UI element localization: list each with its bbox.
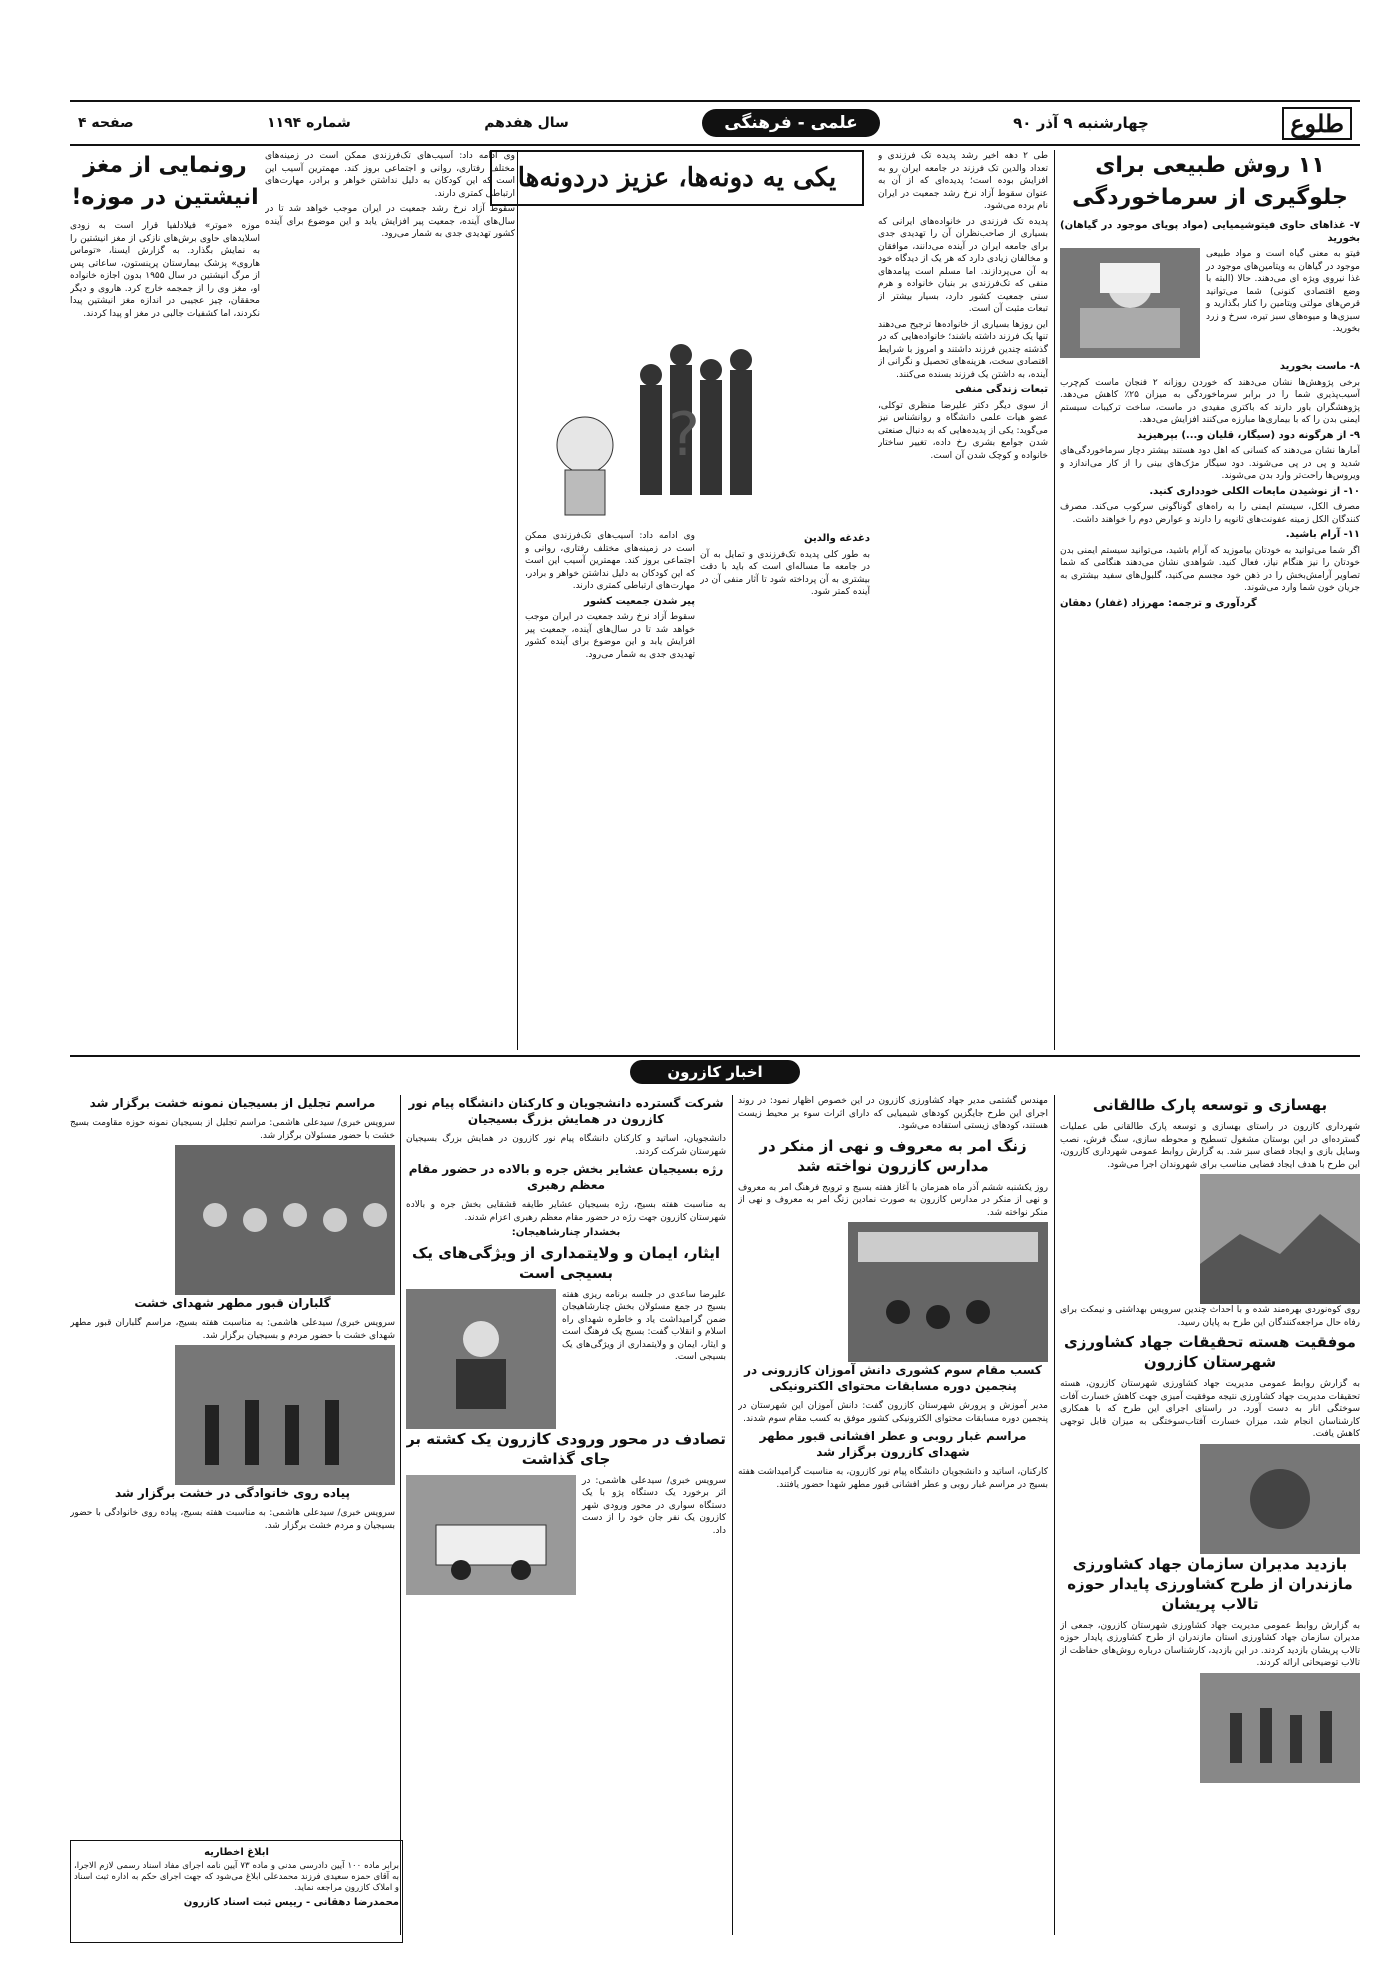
column-rule: [1054, 1095, 1055, 1935]
child-sub-1: تبعات زندگی منفی: [954, 384, 1048, 395]
child-body-1: طی ۲ دهه اخیر رشد پدیده تک فرزندی و تعداد والدین تک فرزند در جامعه ایران رو به افزایش بوده است؛ پدیده‌ای که از آن به عنوان سقوط آزاد نرخ رشد جمعیت در ایران نام برده می‌شود.: [878, 151, 1048, 211]
agri-title: موفقیت هسته تحقیقات جهاد کشاورزی شهرستان کازرون: [1064, 1333, 1356, 1371]
column-rule: [732, 1095, 733, 1935]
newspaper-logo: طلوع: [1282, 107, 1352, 140]
e-content-body: مدیر آموزش و پرورش شهرستان کازرون گفت: دانش آموزان این شهرستان در پنجمین دوره مسابقات محتوای الکترونیکی کشور موفق به کسب مقام سوم شدند.: [738, 1401, 1048, 1424]
agri-body: به گزارش روابط عمومی مدیریت جهاد کشاورزی شهرستان کازرون، هسته تحقیقات مدیریت جهاد کشاورزی نتیجه موفقیت آمیزی جهت کاهش خسارت آفات سوختگی انار به دست آورد. در راستای اجرای این طرح که با همکاری کارشناسان انجام شد، میزان خسارت آفتاب‌سوختگی به میزان قابل توجهی کاهش یافت.: [1060, 1379, 1360, 1439]
agri-photo: [1200, 1444, 1360, 1554]
mazandaran-title: بازدید مدیران سازمان جهاد کشاورزی مازندران از طرح کشاورزی پایدار حوزه تالاب پریشان: [1067, 1554, 1353, 1613]
child-sub-3: پیر شدن جمعیت کشور: [584, 595, 695, 607]
quote-photo: [406, 1289, 556, 1429]
mraasem-title: مراسم تجلیل از بسیجیان نمونه خشت برگزار شد: [89, 1096, 376, 1110]
child-col-4: [265, 150, 515, 1050]
legal-notice: [70, 1840, 403, 1943]
cold-article: [1060, 150, 1360, 1050]
einstein-title: رونمایی از مغز انیشتین در موزه!: [71, 153, 259, 210]
newspaper-page: [70, 100, 1360, 1940]
amr-title: زنگ امر به معروف و نهی از منکر در مدارس کازرون نواخته شد: [759, 1136, 1027, 1175]
child-body-7: سقوط آزاد نرخ رشد جمعیت در ایران موجب خواهد شد تا در سال‌های آینده، جمعیت پیر افزایش یابد و این موضوع برای آینده کشور تهدیدی جدی به شمار می‌رود.: [525, 612, 695, 660]
crash-title: تصادف در محور ورودی کازرون یک کشته بر جای گذاشت: [406, 1429, 726, 1468]
quote-lead: بخشدار چنارشاهیجان:: [511, 1227, 621, 1238]
cold-subtitle: ۷- غذاهای حاوی فیتوشیمیایی (مواد پویای موجود در گیاهان) بخورید: [1060, 220, 1360, 244]
park-body-2: روی کوه‌نوردی بهره‌مند شده و با احداث چندین سرویس بهداشتی و نیمکت برای رفاه حال مراجعه‌کنندگان این طرح به پایان رسید.: [1060, 1305, 1360, 1328]
park-body: شهرداری کازرون در راستای بهسازی و توسعه پارک طالقانی طی عملیات گسترده‌ای در این بوستان مشغول تسطیح و محوطه سازی، سنگ فرش، نصب وسایل بازی و ایجاد فضای سبز شد. به گزارش روابط عمومی شهرداری کازرون، این طرح با هدف ایجاد فضایی مناسب برای شهروندان اجرا می‌شود.: [1060, 1122, 1360, 1170]
child-col-2: [700, 530, 870, 1050]
kazerun-news-band: اخبار کازرون: [630, 1060, 800, 1084]
tomb-body: کارکنان، اساتید و دانشجویان دانشگاه پیام نور کازرون، به مناسبت گرامیداشت هفته بسیج در مراسم غبار روبی و عطر افشانی قبور مطهر شهدا حضور یافتند.: [738, 1467, 1048, 1490]
notice-body: برابر ماده ۱۰۰ آیین دادرسی مدنی و ماده ۷۳ آیین نامه اجرای مفاد اسناد رسمی لازم الاجرا، به آقای حمزه سعیدی فرزند محمدعلی ابلاغ می‌شود که جهت اجرای حکم به اداره ثبت اسناد و املاک کازرون مراجعه نماید.: [74, 1861, 400, 1893]
rally-title: رژه بسیجیان عشایر بخش جره و بالاده در حضور مقام معظم رهبری: [408, 1162, 724, 1192]
issue-number: شماره ۱۱۹۴: [267, 115, 351, 131]
e-content-title: کسب مقام سوم کشوری دانش آموزان کازرونی در پنجمین دوره مسابقات محتوای الکترونیکی: [744, 1363, 1042, 1393]
child-body-4: از سوی دیگر دکتر علیرضا منظری توکلی، عضو هیات علمی دانشگاه و روانشناس نیز می‌گوید: یکی از پدیده‌هایی که به دنبال صنعتی شدن جوامع بشری رخ داده، تغییر ساختار خانواده و کوچک شدن آن است.: [878, 400, 1048, 461]
child-body-5: به طور کلی پدیده تک‌فرزندی و تمایل به آن در جامعه ما مساله‌ای است که باید با دقت بیشتری به آن پرداخته شود تا آثار منفی آن در آینده کمتر شود.: [700, 549, 870, 597]
cold-body-3: آمارها نشان می‌دهند که کسانی که اهل دود هستند بیشتر دچار سرماخوردگی‌های شدید و پی در پی می‌شوند. دود سیگار مژک‌های بینی را از کار می‌اندازد و ویروس‌ها راحت‌تر وارد بدن می‌شوند.: [1060, 446, 1360, 481]
quote-title: ایثار، ایمان و ولایتمداری از ویژگی‌های یک بسیجی است: [411, 1243, 720, 1282]
cold-body-4: مصرف الکل، سیستم ایمنی را به راه‌های گوناگونی سرکوب می‌کند. مصرف کنندگان الکل زمینه عفونت‌های ثانویه را دارند و عوارض دوم را خواهند داشت.: [1060, 502, 1360, 525]
column-rule: [400, 1095, 401, 1935]
child-body-3: این روزها بسیاری از خانواده‌ها ترجیح می‌دهند تنها یک فرزند داشته باشند؛ خانواده‌هایی که در گذشته چندین فرزند داشتند و امروز با شرایط اقتصادی سخت، هزینه‌های تحصیل و نگرانی از آینده، به داشتن یک فرزند بسنده می‌کنند.: [878, 319, 1048, 380]
park-photo: [1200, 1174, 1360, 1304]
child-body-6: وی ادامه داد: آسیب‌های تک‌فرزندی ممکن است در زمینه‌های مختلف رفتاری، روانی و اجتماعی بروز کند. مهمترین آسیب این است که این کودکان به دلیل نداشتن خواهر و برادر، مهارت‌های ارتباطی کمتری دارند.: [525, 531, 695, 591]
univ-body: دانشجویان، اساتید و کارکنان دانشگاه پیام نور کازرون در همایش بزرگ بسیجیان شهرستان شرکت کردند.: [406, 1134, 726, 1157]
page-number: صفحه ۴: [78, 115, 134, 131]
quote-body: علیرضا ساعدی در جلسه برنامه ریزی هفته بسیج در جمع مسئولان بخش چنارشاهیجان ضمن گرامیداشت یاد و خاطره شهدای راه اسلام و انقلاب گفت: بسیج یک فرهنگ است و ایثار، ایمان و ولایتمداری از ویژگی‌های یک بسیجی است.: [562, 1289, 726, 1362]
crash-photo: [406, 1475, 576, 1595]
cold-body-2: برخی پژوهش‌ها نشان می‌دهند که خوردن روزانه ۲ فنجان ماست کم‌چرب آسیب‌پذیری شما را در برابر سرماخوردگی به میزان ۲۵٪ کاهش می‌دهد. پژوهشگران باور دارند که باکتری مفیدی در ماست، ساخت ترکیبات سیستم ایمنی بدن را که با بیماری‌ها مبارزه می‌کنند افزایش می‌دهد.: [1060, 377, 1360, 425]
child-sub-2: دغدغه والدین: [803, 533, 870, 544]
child-body-7b: سقوط آزاد نرخ رشد جمعیت در ایران موجب خواهد شد تا در سال‌های آینده، جمعیت پیر افزایش یابد و این موضوع برای آینده کشور تهدیدی جدی به شمار می‌رود.: [265, 204, 515, 239]
amr-body: روز یکشنبه ششم آذر ماه همزمان با آغاز هفته بسیج و ترویج فرهنگ امر به معروف و نهی از منکر در مدارس کازرون به صورت نمادین زنگ امر به معروف و نهی از منکر نواخته شد.: [738, 1182, 1048, 1218]
notice-signature: محمدرضا دهقانی - رییس ثبت اسناد کازرون: [183, 1897, 399, 1908]
child-col-1: [878, 150, 1048, 1050]
cold-body-5: اگر شما می‌توانید به خودتان بیاموزید که آرام باشید، می‌توانید سیستم ایمنی بدن خودتان را نیز هنگام نیاز، فعال کنید. شواهدی نشان می‌دهند هنگامی که شما تصاویر آرامش‌بخش را در ذهن خود مجسم می‌کنید، گلبول‌های سفید بیشتری به جریان خون شما وارد می‌شوند.: [1060, 545, 1360, 593]
cold-h9: ۹- از هرگونه دود (سیگار، قلیان و...) بپرهیزید: [1137, 429, 1360, 441]
kazerun-col-3: [406, 1095, 726, 1935]
golbaran-photo: [175, 1345, 395, 1485]
child-col-3: [525, 530, 695, 1050]
child-body-2: پدیده تک فرزندی در خانواده‌های ایرانی که بسیاری از صاحب‌نظران آن را تهدیدی جدی برای جامعه ایران در آینده می‌دانند، موافقان و مخالفان زیادی دارد که هر یک از دیدگاه خود به آن می‌پردازند. اما مسلم است پیامدهای منفی که تک‌فرزندی بر بنیان خانواده و هرم سنی جمعیت کشور دارد، بسیار بیشتر از تبعات مثبت آن است.: [878, 216, 1048, 314]
univ-title: شرکت گسترده دانشجویان و کارکنان دانشگاه پیام نور کازرون در همایش بزرگ بسیجیان: [408, 1096, 724, 1126]
tomb-title: مراسم غبار روبی و عطر افشانی قبور مطهر شهدای کازرون برگزار شد: [759, 1429, 1027, 1459]
notice-title: ابلاغ اخطاریه: [204, 1847, 269, 1858]
svg-text:?: ?: [668, 400, 700, 470]
kazerun-col-left: [70, 1095, 395, 1835]
issue-date: چهارشنبه ۹ آذر ۹۰: [1013, 114, 1149, 132]
crash-body: سرویس خبری/ سیدعلی هاشمی: در اثر برخورد یک دستگاه پژو با یک دستگاه سواری در محور ورودی شهر کازرون یک نفر جان خود را از دست داد.: [582, 1475, 726, 1536]
cold-h11: ۱۱- آرام باشید.: [1285, 529, 1360, 540]
child-title: یکی یه دونه‌ها، عزیز دردونه‌ها: [490, 150, 864, 206]
cold-photo: [1060, 248, 1200, 358]
teachers-body: مهندس گشتمی مدیر جهاد کشاورزی کازرون در این خصوص اظهار نمود: در روند اجرای این طرح جایگزین کودهای شیمیایی که دارای اثرات سوء بر محیط زیست هستند، کودهای زیستی استفاده می‌شود.: [738, 1096, 1048, 1131]
mazandaran-body: به گزارش روابط عمومی مدیریت جهاد کشاورزی شهرستان کازرون، جمعی از مدیران سازمان جهاد کشاورزی استان مازندران از طرح کشاورزی پایدار حوزه تالاب پریشان بازدید کردند. در این بازدید، کارشناسان درباره روش‌های حفاظت از تالاب توضیحاتی ارائه کردند.: [1060, 1620, 1360, 1668]
amr-photo: [848, 1222, 1048, 1362]
cold-h8: ۸- ماست بخورید: [1279, 361, 1360, 372]
kazerun-col-2: [738, 1095, 1048, 1935]
einstein-body: موزه «موتر» فیلادلفیا قرار است به زودی اسلایدهای حاوی برش‌های نازکی از مغز انیشتین را به نمایش بگذارد. به گزارش ایسنا، «توماس هاروی» پزشک بیمارستان پرینستون، ساعاتی پس از مرگ انیشتین در سال ۱۹۵۵ بدون اجازه خانواده او، مغز وی را از جمجمه خارج کرد. هاروی و دیگر محققان، چیز عجیبی در اندازه مغز انیشتین پیدا نکردند، اما کشفیات جالبی در مغز او پیدا کردند.: [70, 221, 260, 319]
cold-h10: ۱۰- از نوشیدن مایعات الکلی خودداری کنید.: [1149, 485, 1360, 497]
walk-body: سرویس خبری/ سیدعلی هاشمی: به مناسبت هفته بسیج، پیاده روی خانوادگی با حضور بسیجیان و مردم خشت برگزار شد.: [70, 1508, 395, 1531]
mraasem-photo: [175, 1145, 395, 1295]
golbaran-title: گلباران قبور مطهر شهدای خشت: [134, 1296, 331, 1310]
mazandaran-photo: [1200, 1673, 1360, 1783]
golbaran-body: سرویس خبری/ سیدعلی هاشمی: به مناسبت هفته بسیج، مراسم گلباران قبور مطهر شهدای خشت با حضور مردم و بسیجیان برگزار شد.: [70, 1318, 395, 1341]
child-body-6b: وی ادامه داد: آسیب‌های تک‌فرزندی ممکن است در زمینه‌های مختلف رفتاری، روانی و اجتماعی بروز کند. مهمترین آسیب این است که این کودکان به دلیل نداشتن خواهر و برادر، مهارت‌های ارتباطی کمتری دارند.: [265, 151, 515, 199]
park-title: بهسازی و توسعه پارک طالقانی: [1092, 1096, 1328, 1114]
section-label: علمی - فرهنگی: [702, 109, 880, 137]
column-rule: [1054, 150, 1055, 1050]
masthead: [70, 100, 1360, 146]
kazerun-col-right: [1060, 1095, 1360, 1935]
rally-body: به مناسبت هفته بسیج، رژه بسیجیان عشایر طایفه قشقایی بخش جره و بالاده شهرستان کازرون جهت رژه در حضور مقام معظم رهبری اعزام شدند.: [406, 1200, 726, 1223]
cold-title: ۱۱ روش طبیعی برای جلوگیری از سرماخوردگی: [1072, 153, 1348, 210]
child-illustration: [490, 325, 860, 525]
cold-body-1: فیتو به معنی گیاه است و مواد طبیعی موجود در گیاهان به ویتامین‌های موجود در غذا نیروی ویژه ای می‌دهند. حالا (البته با وضع اقتصادی کنونی) شما می‌توانید قرص‌های مولتی ویتامین را کنار بگذارید و سبزی‌ها و میوه‌های سبز تیره، سرخ و زرد بخورید.: [1206, 249, 1360, 334]
cold-credit: گردآوری و ترجمه: مهرزاد (غفار) دهقان: [1060, 597, 1257, 609]
mraasem-body: سرویس خبری/ سیدعلی هاشمی: مراسم تجلیل از بسیجیان نمونه حوزه مقاومت بسیج خشت با حضور مسئولان برگزار شد.: [70, 1118, 395, 1141]
issue-year: سال هفدهم: [484, 115, 569, 131]
walk-title: پیاده روی خانوادگی در خشت برگزار شد: [115, 1486, 350, 1500]
column-rule: [517, 150, 518, 1050]
section-divider: [70, 1055, 1360, 1057]
einstein-article: [70, 150, 260, 1050]
